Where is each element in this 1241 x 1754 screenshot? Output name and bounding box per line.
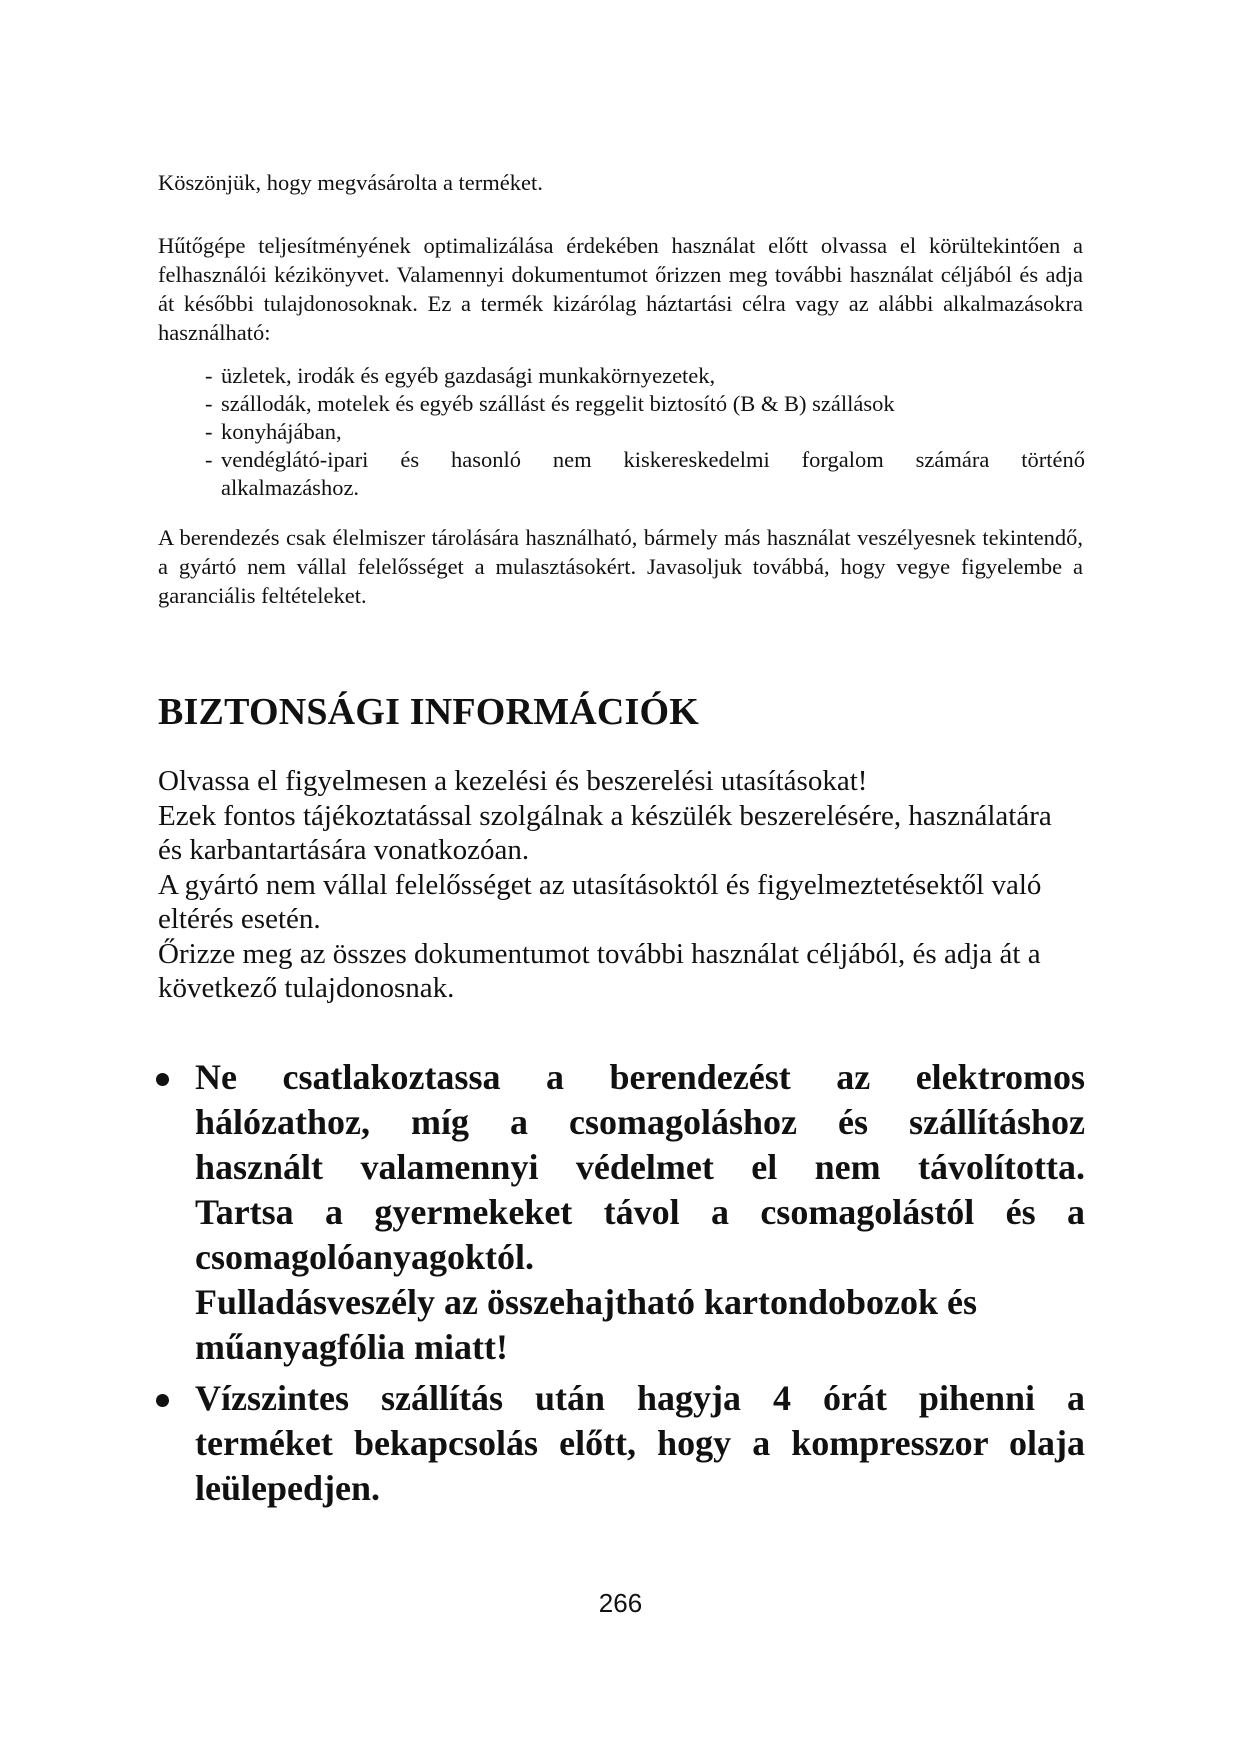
list-item: - konyhájában, bbox=[205, 418, 1085, 446]
bullet-icon bbox=[156, 1394, 169, 1407]
safety-intro-line: és karbantartására vonatkozóan. bbox=[158, 834, 530, 866]
usage-list bbox=[205, 362, 1085, 502]
thanks-text: Köszönjük, hogy megvásárolta a terméket. bbox=[158, 170, 543, 195]
safety-bullet: Vízszintes szállítás után hagyja 4 órát pihenni a terméket bekapcsolás előtt, hogy a kompresszor olaja leülepedjen. bbox=[150, 1376, 1085, 1511]
section-heading: BIZTONSÁGI INFORMÁCIÓK bbox=[158, 691, 700, 733]
safety-intro-line: Olvassa el figyelmesen a kezelési és beszerelési utasításokat! bbox=[158, 765, 868, 797]
list-item: - szállodák, motelek és egyéb szállást és reggelit biztosító (B & B) szállások bbox=[205, 390, 1085, 418]
disclaimer-paragraph: A berendezés csak élelmiszer tárolására használható, bármely más használat veszélyesnek tekintendő, a gyártó nem vállal felelősséget a mulasztásokért. Javasoljuk továbbá, hogy vegye figyelembe a garanciális feltételeket. bbox=[158, 525, 1083, 608]
safety-intro bbox=[158, 764, 1093, 1006]
list-item: - üzletek, irodák és egyéb gazdasági munkakörnyezetek, bbox=[205, 362, 1085, 390]
safety-intro-line: Ezek fontos tájékoztatással szolgálnak a készülék beszerelésére, használatára bbox=[158, 799, 1052, 832]
list-item: - vendéglátó-ipari és hasonló nem kiskereskedelmi forgalom számára történő alkalmazáshoz. bbox=[205, 446, 1085, 502]
list-item-continuation: alkalmazáshoz. bbox=[221, 475, 360, 500]
safety-intro-line: A gyártó nem vállal felelősséget az utasításoktól és figyelmeztetésektől való bbox=[158, 868, 1042, 901]
page-number: 266 bbox=[598, 1588, 643, 1618]
intro-paragraph: Hűtőgépe teljesítményének optimalizálása érdekében használat előtt olvassa el körültekintően a felhasználói kézikönyvet. Valamennyi dokumentumot őrizzen meg további használat céljából és adja át későbbi tulajdonosoknak. Ez a termék kizárólag háztartási célra vagy az alábbi alkalmazásokra használható: bbox=[158, 233, 1083, 345]
bullet-icon bbox=[156, 1073, 169, 1086]
safety-bullet-list bbox=[150, 1055, 1085, 1517]
safety-intro-line: eltérés esetén. bbox=[158, 903, 321, 935]
safety-intro-line: Őrizze meg az összes dokumentumot további használat céljából, és adja át a bbox=[158, 937, 1041, 970]
safety-bullet: Ne csatlakoztassa a berendezést az elektromos hálózathoz, míg a csomagoláshoz és szállításhoz használt valamennyi védelmet el nem távolította. Tartsa a gyermekeket távol a csomagolástól és a csomagolóanyagoktól. Fulladásveszély az összehajtható kartondobozok és műanyagfólia miatt! bbox=[150, 1055, 1085, 1370]
safety-intro-line: következő tulajdonosnak. bbox=[158, 972, 455, 1004]
